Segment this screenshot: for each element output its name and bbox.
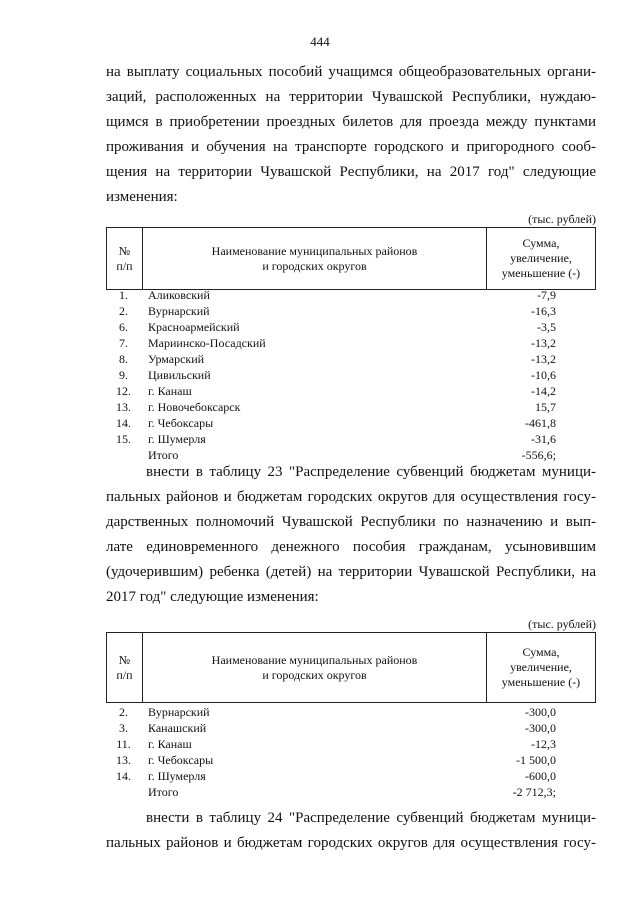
table-header: [106, 632, 596, 703]
text-line: (удочерившим) ребенка (детей) на территории Чувашской Республики, на: [106, 564, 596, 580]
header-name: Наименование муниципальных районов и городских округов: [143, 633, 487, 703]
text-line: пальных районов и бюджетам городских округов для осуществления госу-: [106, 835, 596, 851]
table-header: [106, 227, 596, 290]
text-line: на выплату социальных пособий учащимся общеобразовательных органи-: [106, 64, 596, 80]
table-row: 8. Урмарский -13,2: [119, 352, 556, 366]
middle-paragraph: [106, 460, 596, 610]
table1-body: [106, 287, 596, 463]
table-row: 12. г. Канаш -14,2: [116, 384, 556, 398]
header-sum: Сумма, увеличение, уменьшение (-): [487, 228, 596, 290]
table-row: 13. г. Чебоксары -1 500,0: [116, 753, 556, 767]
table-total-row: Итого -556,6;: [148, 448, 556, 462]
text-line: пальных районов и бюджетам городских округов для осуществления госу-: [106, 489, 596, 505]
table-row: 13. г. Новочебоксарск 15,7: [116, 400, 556, 414]
text-line: лате единовременного денежного пособия гражданам, усыновившим: [106, 539, 596, 555]
final-paragraph: [106, 806, 596, 856]
text-line: изменения:: [106, 189, 178, 205]
table-row: 9. Цивильский -10,6: [119, 368, 556, 382]
table-row: 14. г. Шумерля -600,0: [116, 769, 556, 783]
text-line: внести в таблицу 23 "Распределение субвенций бюджетам муници-: [146, 464, 596, 480]
header-name: Наименование муниципальных районов и городских округов: [143, 228, 487, 290]
text-line: заций, расположенных на территории Чувашской Республики, нуждаю-: [106, 89, 596, 105]
table-row: 3. Канашский -300,0: [119, 721, 556, 735]
table-row: 14. г. Чебоксары -461,8: [116, 416, 556, 430]
text-line: щения на территории Чувашской Республики, на 2017 год" следующие: [106, 164, 596, 180]
header-sum: Сумма, увеличение, уменьшение (-): [487, 633, 596, 703]
header-number: № п/п: [107, 633, 143, 703]
intro-paragraph: [106, 60, 596, 210]
units-label: (тыс. рублей): [528, 212, 596, 226]
page-number: 444: [310, 34, 330, 49]
header-number: № п/п: [107, 228, 143, 290]
text-line: 2017 год" следующие изменения:: [106, 589, 319, 605]
text-line: проживания и обучения на транспорте городского и пригородного сооб-: [106, 139, 596, 155]
table-total-row: Итого -2 712,3;: [148, 785, 556, 799]
table-row: 2. Вурнарский -16,3: [119, 304, 556, 318]
table-row: 11. г. Канаш -12,3: [116, 737, 556, 751]
table-row: 15. г. Шумерля -31,6: [116, 432, 556, 446]
table-row: 6. Красноармейский -3,5: [119, 320, 556, 334]
table-row: 7. Мариинско-Посадский -13,2: [119, 336, 556, 350]
table-row: 1. Аликовский -7,9: [119, 288, 556, 302]
text-line: внести в таблицу 24 "Распределение субвенций бюджетам муници-: [146, 810, 596, 826]
table2-body: [106, 704, 596, 800]
text-line: щимся в приобретении проездных билетов для проезда между пунктами: [106, 114, 596, 130]
table-row: 2. Вурнарский -300,0: [119, 705, 556, 719]
units-label: (тыс. рублей): [528, 617, 596, 631]
text-line: дарственных полномочий Чувашской Республики по назначению и вып-: [106, 514, 596, 530]
